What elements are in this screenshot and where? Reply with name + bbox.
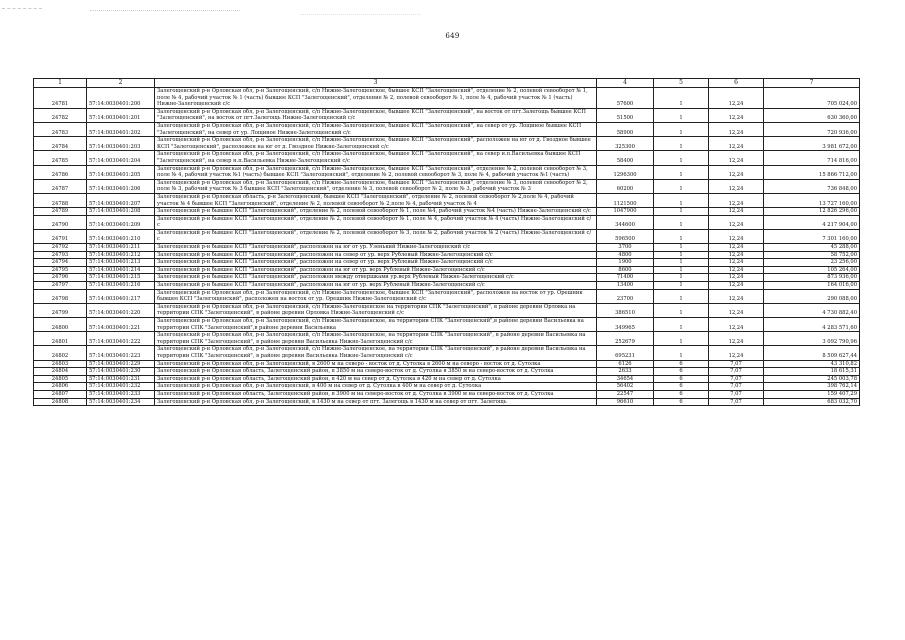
group-value: 1 bbox=[654, 318, 709, 332]
cadastral-number: 57:14:0030401:200 bbox=[87, 88, 155, 109]
cadastral-number: 57:14:0030401:233 bbox=[87, 390, 155, 398]
location-description: Залегощенский р-н Орловская обл, р-н Залегощенский, с/п Нижне-Залегощенское, бывшее КСП "Залегощенский", на север н.п.Васильевка бывшее КСП "Залегощенский", на север н.п.Васильевка Нижне-Залегощенский с/с bbox=[155, 151, 597, 165]
cadastral-number: 57:14:0030401:203 bbox=[87, 137, 155, 151]
cadastral-number: 57:14:0030401:215 bbox=[87, 274, 155, 282]
area-value: 386510 bbox=[597, 303, 654, 317]
area-value: 349965 bbox=[597, 318, 654, 332]
row-number: 24785 bbox=[34, 151, 87, 165]
cadastral-value: 290 088,00 bbox=[764, 289, 860, 303]
row-number: 24784 bbox=[34, 137, 87, 151]
cadastral-number: 57:14:0030401:205 bbox=[87, 165, 155, 179]
table-row bbox=[34, 215, 860, 229]
area-value: 58400 bbox=[597, 151, 654, 165]
rate-value: 12,24 bbox=[709, 193, 764, 207]
rate-value: 12,24 bbox=[709, 266, 764, 274]
group-value: 6 bbox=[654, 390, 709, 398]
area-value: 1900 bbox=[597, 259, 654, 267]
cadastral-value: 12 826 296,00 bbox=[764, 208, 860, 216]
rate-value: 12,24 bbox=[709, 346, 764, 360]
rate-value: 12,24 bbox=[709, 332, 764, 346]
area-value: 58900 bbox=[597, 122, 654, 136]
row-number: 24804 bbox=[34, 368, 87, 376]
table-row bbox=[34, 229, 860, 243]
cadastral-value: 3 981 672,00 bbox=[764, 137, 860, 151]
table-row bbox=[34, 179, 860, 193]
column-header: 2 bbox=[87, 79, 155, 88]
column-header: 1 bbox=[34, 79, 87, 88]
rate-value: 12,24 bbox=[709, 122, 764, 136]
location-description: Залегощенский р-н Орловская обл, р-н Залегощенский, в 1430 м на север от пгт. Залегощь в 1430 м на север от пгт. Залегощь bbox=[155, 398, 597, 406]
row-number: 24805 bbox=[34, 375, 87, 383]
location-description: Залегощенский р-н Орловская обл, р-н Залегощенский, с/п Нижне-Залегощенское, бывшее КСП "Залегощенский", отделение № 3, полевой севооборот № 2, поле № 3, рабочий участок № 3 бывшее КСП "Залегощенский", отделение № 3, полевой севооборот № 2, поле № 3, рабочий участок № 3 bbox=[155, 179, 597, 193]
row-number: 24799 bbox=[34, 303, 87, 317]
cadastral-number: 57:14:0030401:208 bbox=[87, 208, 155, 216]
cadastral-number: 57:14:0030401:209 bbox=[87, 215, 155, 229]
cadastral-number: 57:14:0030401:213 bbox=[87, 259, 155, 267]
cadastral-value: 630 360,00 bbox=[764, 108, 860, 122]
rate-value: 12,24 bbox=[709, 303, 764, 317]
cadastral-number: 57:14:0030401:220 bbox=[87, 303, 155, 317]
rate-value: 7,07 bbox=[709, 398, 764, 406]
cadastral-value: 245 003,78 bbox=[764, 375, 860, 383]
table-row bbox=[34, 375, 860, 383]
location-description: Залегощенский р-н Орловская обл, р-н Залегощенский, с/п Нижне-Залегощенское, бывшее КСП "Залегощенский", отделение № 2, полевой севооборот № 3, поле № 4, рабочий участок №1 (часть) бывшее КСП "Залегощенский", отделение № 2, полевой севооборот № 3, поле № 4, рабочий участок №1 (часть) bbox=[155, 165, 597, 179]
rate-value: 7,07 bbox=[709, 368, 764, 376]
area-value: 4800 bbox=[597, 251, 654, 259]
location-description: Залегощенский р-н Орловская обл, р-н Залегощенский, с/п Нижне-Залегощенское, бывшее КСП "Залегощенский", отделение № 2, полевой севооборот № 1, поле № 4, рабочий участок № 1 (часть) бывшее КСП "Залегощенский", отделение № 2, полевой севооборот № 1, поле № 4, рабочий участок № 1 (часть) Нижне-Залегощенский с/с bbox=[155, 88, 597, 109]
area-value: 8600 bbox=[597, 266, 654, 274]
cadastral-value: 4 283 571,60 bbox=[764, 318, 860, 332]
cadastral-number: 57:14:0030401:234 bbox=[87, 398, 155, 406]
rate-value: 12,24 bbox=[709, 165, 764, 179]
group-value: 1 bbox=[654, 332, 709, 346]
location-description: Залегощенский р-н бывшее КСП "Залегощенский", расположен на юг от ур. Узенький Нижне-Залегощенский с/с bbox=[155, 244, 597, 252]
cadastral-number: 57:14:0030401:217 bbox=[87, 289, 155, 303]
row-number: 24803 bbox=[34, 360, 87, 368]
column-header: 7 bbox=[764, 79, 860, 88]
rate-value: 7,07 bbox=[709, 360, 764, 368]
area-value: 325300 bbox=[597, 137, 654, 151]
area-value: 3700 bbox=[597, 244, 654, 252]
group-value: 6 bbox=[654, 368, 709, 376]
table-row bbox=[34, 289, 860, 303]
area-value: 34654 bbox=[597, 375, 654, 383]
location-description: Залегощенский р-н бывшее КСП "Залегощенский", расположен на юг от ур. верх Рублевый Нижне-Залегощенский с/с bbox=[155, 266, 597, 274]
rate-value: 12,24 bbox=[709, 259, 764, 267]
table-row bbox=[34, 137, 860, 151]
row-number: 24781 bbox=[34, 88, 87, 109]
location-description: Залегощенский р-н Орловская обл, р-н Залегощенский, в 400 м на север от д. Сутолка в 400 м на север от д. Сутолка bbox=[155, 383, 597, 391]
area-value: 596500 bbox=[597, 229, 654, 243]
row-number: 24793 bbox=[34, 251, 87, 259]
table-row bbox=[34, 282, 860, 290]
rate-value: 12,24 bbox=[709, 215, 764, 229]
table-header-row bbox=[34, 79, 860, 88]
area-value: 6126 bbox=[597, 360, 654, 368]
location-description: Залегощенский р-н Орловская область, Залегощенский район, в 3900 м на северо-восток от д. Сутолка в 3900 м на северо-восток от д. Сутолка bbox=[155, 390, 597, 398]
table-row bbox=[34, 383, 860, 391]
table-row bbox=[34, 251, 860, 259]
area-value: 344600 bbox=[597, 215, 654, 229]
area-value: 1047900 bbox=[597, 208, 654, 216]
group-value: 6 bbox=[654, 375, 709, 383]
cadastral-number: 57:14:0030401:216 bbox=[87, 282, 155, 290]
area-value: 1296300 bbox=[597, 165, 654, 179]
cadastral-value: 736 848,00 bbox=[764, 179, 860, 193]
rate-value: 12,24 bbox=[709, 274, 764, 282]
column-header: 3 bbox=[155, 79, 597, 88]
area-value: 1121500 bbox=[597, 193, 654, 207]
row-number: 24794 bbox=[34, 259, 87, 267]
location-description: Залегощенский р-н Орловская обл, р-н Залегощенский, с/п Нижне-Залегощенское на территории СПК "Залегощенский", в районе деревни Орловка на территории СПК "Залегощенский", в районе деревни Орловка Нижне-Залегощенский с/с bbox=[155, 303, 597, 317]
row-number: 24802 bbox=[34, 346, 87, 360]
row-number: 24796 bbox=[34, 274, 87, 282]
table-row bbox=[34, 208, 860, 216]
location-description: Залегощенский р-н Орловская область, р-н Залегощенский, бывшее КСП "Залегощенский", отделение № 2, полевой севооборот № 2,поле № 4, рабочий участок № 4 бывшее КСП "Залегощенский", отделение № 2, полевой севооборот № 2,поле № 4, рабочий участок № 4 bbox=[155, 193, 597, 207]
cadastral-value: 15 866 712,00 bbox=[764, 165, 860, 179]
cadastral-value: 7 301 160,00 bbox=[764, 229, 860, 243]
group-value: 6 bbox=[654, 383, 709, 391]
group-value: 1 bbox=[654, 151, 709, 165]
rate-value: 12,24 bbox=[709, 88, 764, 109]
group-value: 1 bbox=[654, 289, 709, 303]
table-row bbox=[34, 259, 860, 267]
scan-artifact bbox=[90, 10, 240, 17]
row-number: 24797 bbox=[34, 282, 87, 290]
group-value: 1 bbox=[654, 244, 709, 252]
cadastral-value: 4 730 882,40 bbox=[764, 303, 860, 317]
group-value: 1 bbox=[654, 193, 709, 207]
area-value: 13400 bbox=[597, 282, 654, 290]
table-row bbox=[34, 88, 860, 109]
group-value: 1 bbox=[654, 229, 709, 243]
table-row bbox=[34, 303, 860, 317]
rate-value: 7,07 bbox=[709, 375, 764, 383]
page-number: 649 bbox=[445, 32, 460, 40]
location-description: Залегощенский р-н бывшее КСП "Залегощенский", расположен на север от ур. верх Рублевый Нижне-Залегощенский с/с bbox=[155, 259, 597, 267]
table-row bbox=[34, 398, 860, 406]
group-value: 6 bbox=[654, 360, 709, 368]
table-row bbox=[34, 368, 860, 376]
area-value: 22547 bbox=[597, 390, 654, 398]
cadastral-value: 43 310,82 bbox=[764, 360, 860, 368]
location-description: Залегощенский р-н Орловская обл, р-н Залегощенский, с/п Нижне-Залегощенское, бывшее КСП "Залегощенский", на север от ур. Лощиное бывшее КСП "Залегощенский", на север от ур. Лощиное Нижне-Залегощенский с/с bbox=[155, 122, 597, 136]
cadastral-value: 105 264,00 bbox=[764, 266, 860, 274]
location-description: Залегощенский р-н бывшее КСП "Залегощенский", расположен на север от ур. верх Рублевый Нижне-Залегощенский с/с bbox=[155, 251, 597, 259]
group-value: 1 bbox=[654, 251, 709, 259]
rate-value: 12,24 bbox=[709, 208, 764, 216]
group-value: 1 bbox=[654, 259, 709, 267]
scan-artifact bbox=[300, 14, 420, 19]
cadastral-number: 57:14:0030401:230 bbox=[87, 368, 155, 376]
location-description: Залегощенский р-н бывшее КСП "Залегощенский", расположен между отвершками ур.верх Рублевый Нижне-Залегощенский с/с bbox=[155, 274, 597, 282]
location-description: Залегощенский р-н бывшее КСП "Залегощенский", отделение № 2, полевой севооборот № 3, поле № 2, рабочий участок № 2 (часть) Нижне-Залегощенский с/с bbox=[155, 229, 597, 243]
cadastral-number: 57:14:0030401:221 bbox=[87, 318, 155, 332]
group-value: 1 bbox=[654, 108, 709, 122]
row-number: 24791 bbox=[34, 229, 87, 243]
column-header: 4 bbox=[597, 79, 654, 88]
group-value: 1 bbox=[654, 346, 709, 360]
row-number: 24801 bbox=[34, 332, 87, 346]
cadastral-value: 4 217 904,00 bbox=[764, 215, 860, 229]
cadastral-number: 57:14:0030401:231 bbox=[87, 375, 155, 383]
rate-value: 12,24 bbox=[709, 282, 764, 290]
table-row bbox=[34, 360, 860, 368]
row-number: 24807 bbox=[34, 390, 87, 398]
row-number: 24788 bbox=[34, 193, 87, 207]
group-value: 1 bbox=[654, 137, 709, 151]
area-value: 252679 bbox=[597, 332, 654, 346]
group-value: 1 bbox=[654, 266, 709, 274]
column-header: 6 bbox=[709, 79, 764, 88]
row-number: 24787 bbox=[34, 179, 87, 193]
cadastral-value: 58 752,00 bbox=[764, 251, 860, 259]
table-row bbox=[34, 165, 860, 179]
area-value: 60200 bbox=[597, 179, 654, 193]
cadastral-number: 57:14:0030401:229 bbox=[87, 360, 155, 368]
cadastral-number: 57:14:0030401:207 bbox=[87, 193, 155, 207]
row-number: 24798 bbox=[34, 289, 87, 303]
group-value: 1 bbox=[654, 122, 709, 136]
cadastral-value: 45 288,00 bbox=[764, 244, 860, 252]
location-description: Залегощенский р-н Орловская обл, р-н Залегощенский, с/п Нижне-Залегощенское, бывшее КСП "Залегощенский", расположен на юг от д. Гвоздное бывшее КСП "Залегощенский", расположен на юг от д. Гвоздное Нижне-Залегощенский с/с bbox=[155, 137, 597, 151]
location-description: Залегощенский р-н бывшее КСП "Залегощенский", отделение № 2, полевой севооборот № 1, поле № 4, рабочий участок № 4 (часть) Нижне-Залегощенский с/с bbox=[155, 215, 597, 229]
group-value: 1 bbox=[654, 179, 709, 193]
cadastral-number: 57:14:0030401:206 bbox=[87, 179, 155, 193]
location-description: Залегощенский р-н Орловская область, Залегощенский район, в 3850 м на северо-восток от д. Сутолка в 3850 м на северо-восток от д. Сутолка bbox=[155, 368, 597, 376]
cadastral-number: 57:14:0030401:202 bbox=[87, 122, 155, 136]
area-value: 71400 bbox=[597, 274, 654, 282]
area-value: 51500 bbox=[597, 108, 654, 122]
cadastral-number: 57:14:0030401:222 bbox=[87, 332, 155, 346]
cadastral-value: 683 032,70 bbox=[764, 398, 860, 406]
cadastral-number: 57:14:0030401:204 bbox=[87, 151, 155, 165]
row-number: 24806 bbox=[34, 383, 87, 391]
rate-value: 12,24 bbox=[709, 108, 764, 122]
cadastral-number: 57:14:0030401:211 bbox=[87, 244, 155, 252]
scan-artifact bbox=[2, 8, 42, 19]
group-value: 1 bbox=[654, 165, 709, 179]
row-number: 24786 bbox=[34, 165, 87, 179]
cadastral-value: 8 509 627,44 bbox=[764, 346, 860, 360]
cadastral-value: 873 936,00 bbox=[764, 274, 860, 282]
area-value: 23700 bbox=[597, 289, 654, 303]
group-value: 1 bbox=[654, 303, 709, 317]
cadastral-number: 57:14:0030401:210 bbox=[87, 229, 155, 243]
cadastral-number: 57:14:0030401:214 bbox=[87, 266, 155, 274]
table-row bbox=[34, 193, 860, 207]
location-description: Залегощенский р-н Орловская обл, р-н Залегощенский, с/п Нижне-Залегощенское, на территории СПК "Залегощенский", в районе деревни Васильевка на территории СПК "Залегощенский", в районе деревни Васильевка Нижне-Залегощенский с/с bbox=[155, 332, 597, 346]
area-value: 56402 bbox=[597, 383, 654, 391]
cadastral-number: 57:14:0030401:201 bbox=[87, 108, 155, 122]
cadastral-value: 3 092 790,96 bbox=[764, 332, 860, 346]
row-number: 24808 bbox=[34, 398, 87, 406]
cadastral-value: 720 936,00 bbox=[764, 122, 860, 136]
rate-value: 12,24 bbox=[709, 318, 764, 332]
area-value: 96610 bbox=[597, 398, 654, 406]
cadastral-value: 714 816,00 bbox=[764, 151, 860, 165]
row-number: 24800 bbox=[34, 318, 87, 332]
cadastral-register-table bbox=[33, 78, 860, 406]
group-value: 1 bbox=[654, 282, 709, 290]
location-description: Залегощенский р-н бывшее КСП "Залегощенский", отделение № 2, полевой севооборот № 1, поле №4, рабочий участок №4 (часть) Нижне-Залегощенский с/с bbox=[155, 208, 597, 216]
row-number: 24790 bbox=[34, 215, 87, 229]
cadastral-number: 57:14:0030401:212 bbox=[87, 251, 155, 259]
row-number: 24792 bbox=[34, 244, 87, 252]
location-description: Залегощенский р-н Орловская обл, р-н Залегощенский, с/п Нижне-Залегощенское, бывшее КСП "Залегощенский", расположен на восток от ур. Орешник бывшее КСП "Залегощенский", расположен на восток от ур. Орешник Нижне-Залегощенский с/с bbox=[155, 289, 597, 303]
location-description: Залегощенский р-н Орловская обл, р-н Залегощенский, с/п Нижне-Залегощенское, бывшее КСП "Залегощенский", на восток от пгт.Залегощь бывшее КСП "Залегощенский", на восток от пгт.Залегощь Нижне-Залегощенский с/с bbox=[155, 108, 597, 122]
group-value: 6 bbox=[654, 398, 709, 406]
cadastral-number: 57:14:0030401:223 bbox=[87, 346, 155, 360]
row-number: 24782 bbox=[34, 108, 87, 122]
cadastral-value: 18 615,31 bbox=[764, 368, 860, 376]
rate-value: 12,24 bbox=[709, 179, 764, 193]
table-row bbox=[34, 390, 860, 398]
row-number: 24783 bbox=[34, 122, 87, 136]
location-description: Залегощенский р-н бывшее КСП "Залегощенский", расположен на юг от ур. верх Рублевый Нижне-Залегощенский с/с bbox=[155, 282, 597, 290]
group-value: 1 bbox=[654, 215, 709, 229]
table-row bbox=[34, 346, 860, 360]
group-value: 1 bbox=[654, 208, 709, 216]
cadastral-value: 23 256,00 bbox=[764, 259, 860, 267]
table-row bbox=[34, 318, 860, 332]
rate-value: 12,24 bbox=[709, 137, 764, 151]
rate-value: 12,24 bbox=[709, 244, 764, 252]
table-row bbox=[34, 151, 860, 165]
cadastral-number: 57:14:0030401:232 bbox=[87, 383, 155, 391]
table-row bbox=[34, 122, 860, 136]
cadastral-value: 398 762,14 bbox=[764, 383, 860, 391]
table-row bbox=[34, 274, 860, 282]
cadastral-value: 164 016,00 bbox=[764, 282, 860, 290]
rate-value: 12,24 bbox=[709, 151, 764, 165]
rate-value: 7,07 bbox=[709, 390, 764, 398]
cadastral-value: 13 727 160,00 bbox=[764, 193, 860, 207]
row-number: 24795 bbox=[34, 266, 87, 274]
group-value: 1 bbox=[654, 88, 709, 109]
rate-value: 12,24 bbox=[709, 251, 764, 259]
table-row bbox=[34, 108, 860, 122]
location-description: Залегощенский р-н Орловская обл, р-н Залегощенский, в 2600 м на северо - восток от д. Сутолка в 2600 м на северо - восток от д. Сутолка bbox=[155, 360, 597, 368]
table-row bbox=[34, 332, 860, 346]
cadastral-value: 159 407,29 bbox=[764, 390, 860, 398]
table-row bbox=[34, 266, 860, 274]
rate-value: 7,07 bbox=[709, 383, 764, 391]
location-description: Залегощенский р-н Орловская область, Залегощенский район, в 420 м на север от д. Сутолка в 420 м на север от д. Сутолка bbox=[155, 375, 597, 383]
cadastral-value: 705 024,00 bbox=[764, 88, 860, 109]
rate-value: 12,24 bbox=[709, 229, 764, 243]
row-number: 24789 bbox=[34, 208, 87, 216]
area-value: 2633 bbox=[597, 368, 654, 376]
table-row bbox=[34, 244, 860, 252]
location-description: Залегощенский р-н Орловская обл, р-н Залегощенский, с/п Нижне-Залегощенское, на территории СПК "Залегощенский",в районе деревни Васильевка на территории СПК "Залегощенский",в районе деревни Васильевка bbox=[155, 318, 597, 332]
rate-value: 12,24 bbox=[709, 289, 764, 303]
location-description: Залегощенский р-н Орловская обл, р-н Залегощенский, с/п Нижне-Залегощенское, на территории СПК "Залегощенский", в районе деревни Васильевка на территории СПК "Залегощенский", в районе деревни Васильевка Нижне-Залегощенский с/с bbox=[155, 346, 597, 360]
column-header: 5 bbox=[654, 79, 709, 88]
area-value: 695231 bbox=[597, 346, 654, 360]
area-value: 57600 bbox=[597, 88, 654, 109]
group-value: 1 bbox=[654, 274, 709, 282]
